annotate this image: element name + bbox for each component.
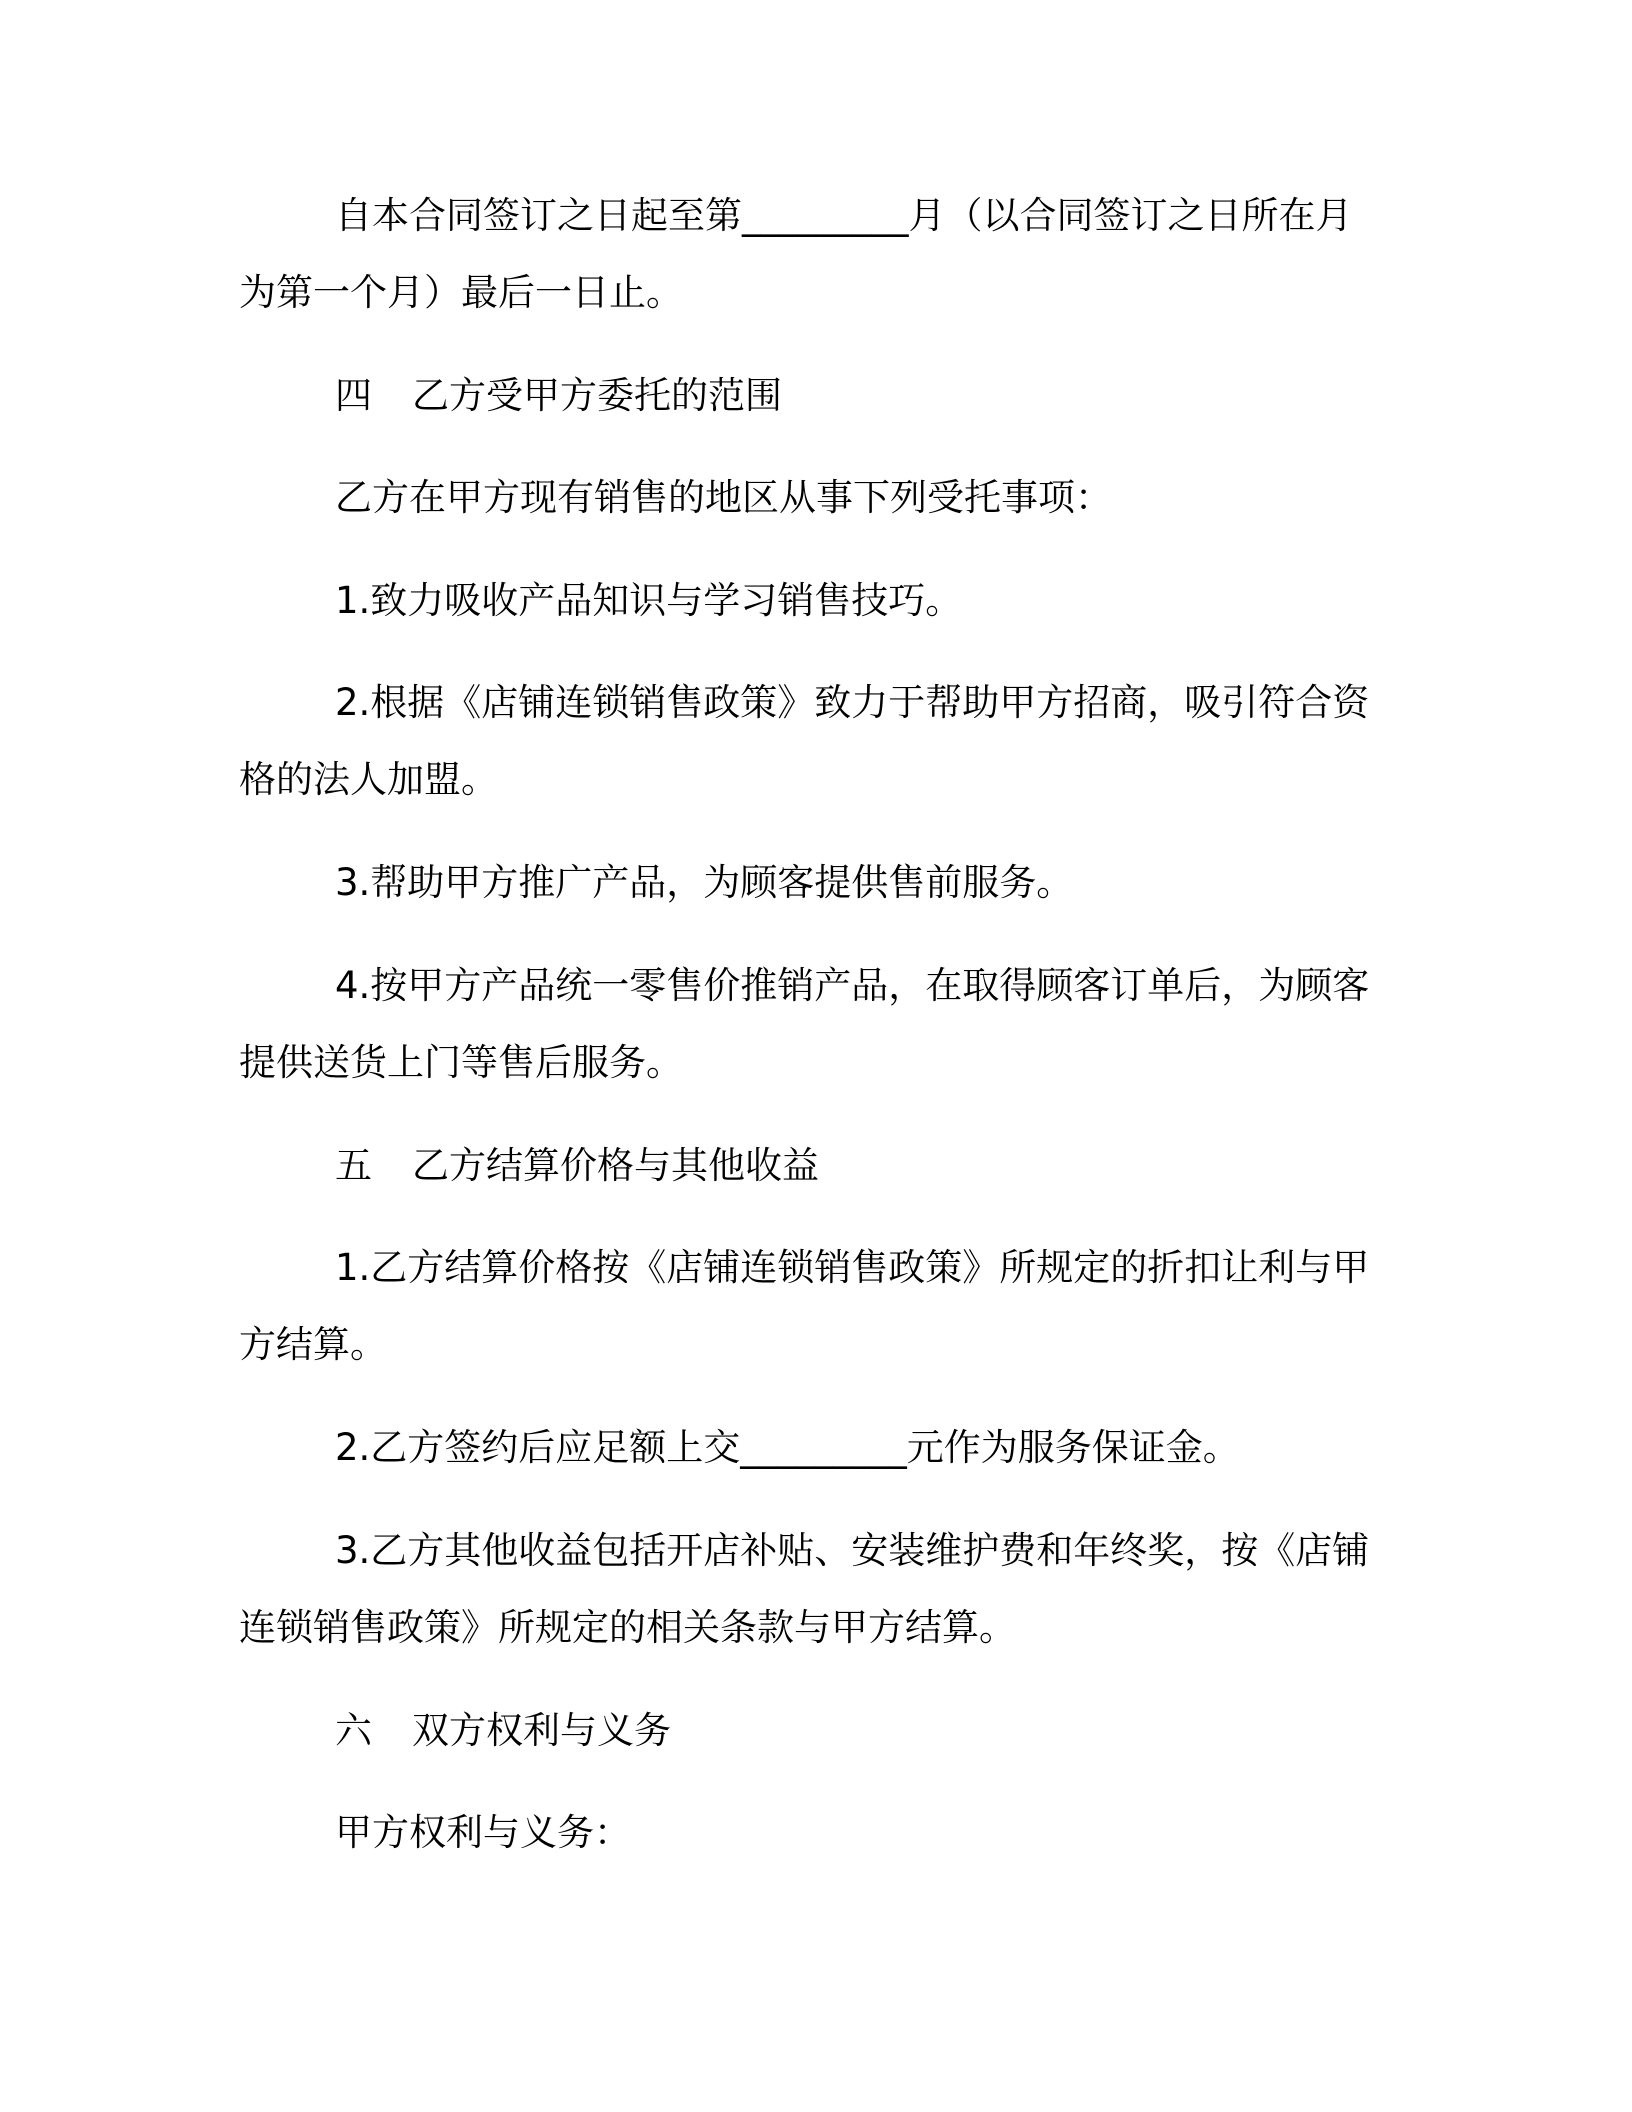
section-4-item-4-line-2: 提供送货上门等售后服务。 — [239, 1041, 683, 1084]
party-a-rights-heading: 甲方权利与义务： — [335, 1811, 631, 1854]
section-4-item-2-line-1: 2.根据《店铺连锁销售政策》致力于帮助甲方招商，吸引符合资 — [335, 681, 1370, 724]
section-6-number: 六 — [335, 1709, 372, 1752]
section-6-title: 双方权利与义务 — [412, 1709, 671, 1752]
section-4-item-1: 1.致力吸收产品知识与学习销售技巧。 — [335, 579, 963, 622]
section-5-number: 五 — [335, 1144, 372, 1187]
term-clause — [239, 177, 1379, 331]
section-5-item-1 — [239, 1229, 1379, 1383]
term-clause-line-1: 自本合同签订之日起至第_________月（以合同签订之日所在月 — [335, 194, 1353, 237]
section-4-title: 乙方受甲方委托的范围 — [412, 374, 782, 417]
section-5-item-3-line-1: 3.乙方其他收益包括开店补贴、安装维护费和年终奖，按《店铺 — [335, 1529, 1370, 1572]
section-4-heading — [239, 357, 1379, 434]
section-5-item-2: 2.乙方签约后应足额上交_________元作为服务保证金。 — [335, 1426, 1240, 1469]
section-4-item-3: 3.帮助甲方推广产品，为顾客提供售前服务。 — [335, 861, 1074, 904]
section-4-intro: 乙方在甲方现有销售的地区从事下列受托事项： — [335, 476, 1112, 519]
section-4-item-2 — [239, 664, 1379, 818]
section-5-item-3 — [239, 1512, 1379, 1666]
section-5-item-1-line-2: 方结算。 — [239, 1323, 387, 1366]
section-5-heading — [239, 1127, 1379, 1204]
section-5-item-1-line-1: 1.乙方结算价格按《店铺连锁销售政策》所规定的折扣让利与甲 — [335, 1246, 1370, 1289]
section-6-heading — [239, 1692, 1379, 1769]
section-4-item-4 — [239, 947, 1379, 1101]
section-4-item-2-line-2: 格的法人加盟。 — [239, 758, 498, 801]
section-4-number: 四 — [335, 374, 372, 417]
section-4-item-4-line-1: 4.按甲方产品统一零售价推销产品，在取得顾客订单后，为顾客 — [335, 964, 1370, 1007]
section-5-title: 乙方结算价格与其他收益 — [412, 1144, 819, 1187]
section-5-item-3-line-2: 连锁销售政策》所规定的相关条款与甲方结算。 — [239, 1606, 1016, 1649]
term-clause-line-2: 为第一个月）最后一日止。 — [239, 271, 683, 314]
